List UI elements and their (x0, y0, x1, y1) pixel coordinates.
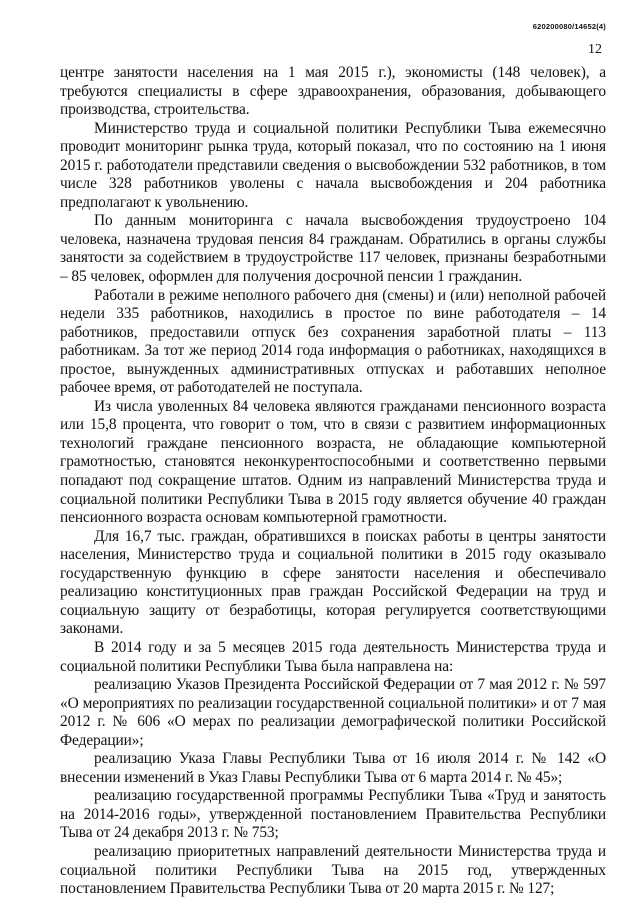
paragraph-job-seekers: Для 16,7 тыс. граждан, обратившихся в поисках работы в центры занятости населения, Министерство труда и социальной политики в 2015 году оказывало государственную функцию в сфере занятости населения и обеспечивало реализацию конституционных прав граждан Российской Федерации на труд и социальную защиту от безработицы, которая регулируется соответствующими законами. (60, 527, 606, 638)
list-item-head-decree: реализацию Указа Главы Республики Тыва от 16 июля 2014 г. № 142 «О внесении изменений в Указ Главы Республики Тыва от 6 марта 2014 г. № 45»; (60, 750, 606, 786)
paragraph-monitoring: Министерство труда и социальной политики Республики Тыва ежемесячно проводит мониторинг рынка труда, который показал, что по состоянию на 1 июня 2015 г. работодатели представили сведения о высвобождении 532 работников, в том числе 328 работников уволены с начала высвобождения и 204 работника предполагают к увольнению. (60, 119, 606, 211)
list-item-state-program: реализацию государственной программы Республики Тыва «Труд и занятость на 2014-2016 годы», утвержденной постановлением Правительства Республики Тыва от 24 декабря 2013 г. № 753; (60, 787, 606, 842)
document-code: 620200080/14652(4) (532, 22, 606, 31)
paragraph-activity-intro: В 2014 году и за 5 месяцев 2015 года деятельность Министерства труда и социальной политики Республики Тыва была направлена на: (60, 638, 606, 675)
list-item-priority-directions: реализацию приоритетных направлений деятельности Министерства труда и социальной политики Республики Тыва на 2015 год, утвержденных постановлением Правительства Республики Тыва от 20 марта 2015 г. № 127; (60, 842, 606, 898)
list-item-presidential-decrees: реализацию Указов Президента Российской Федерации от 7 мая 2012 г. № 597 «О мероприятиях по реализации государственной социальной политики» и от 7 мая 2012 г. № 606 «О мерах по реализации демографической политики Российской Федерации»; (60, 676, 606, 749)
paragraph-part-time-work: Работали в режиме неполного рабочего дня (смены) и (или) неполной рабочей недели 335 работников, находились в простое по вине работодателя – 14 работников, предоставили отпуск без сохранения заработной платы – 113 работникам. За тот же период 2014 года информация о работниках, находящихся в простое, вынужденных административных отпусках и работавших неполное рабочее время, от работодателей не поступала. (60, 286, 606, 397)
paragraph-pension-age: Из числа уволенных 84 человека являются гражданами пенсионного возраста или 15,8 процента, что говорит о том, что в связи с развитием информационных технологий граждане пенсионного возраста, не обладающие компьютерной грамотностью, становятся неконкурентоспособными и соответственно первыми попадают под сокращение штатов. Одним из направлений Министерства труда и социальной политики Республики Тыва в 2015 году является обучение 40 граждан пенсионного возраста основам компьютерной грамотности. (60, 397, 606, 527)
paragraph-continuation: центре занятости населения на 1 мая 2015 г.), экономисты (148 человек), а требуются специалисты в сфере здравоохранения, образования, добывающего производства, строительства. (60, 64, 606, 119)
page-number: 12 (588, 42, 602, 57)
document-body (60, 64, 606, 899)
paragraph-employment-results: По данным мониторинга с начала высвобождения трудоустроено 104 человека, назначена трудовая пенсия 84 гражданам. Обратились в органы службы занятости за содействием в трудоустройстве 117 человек, признаны безработными – 85 человек, оформлен для получения досрочной пенсии 1 гражданин. (60, 212, 606, 286)
